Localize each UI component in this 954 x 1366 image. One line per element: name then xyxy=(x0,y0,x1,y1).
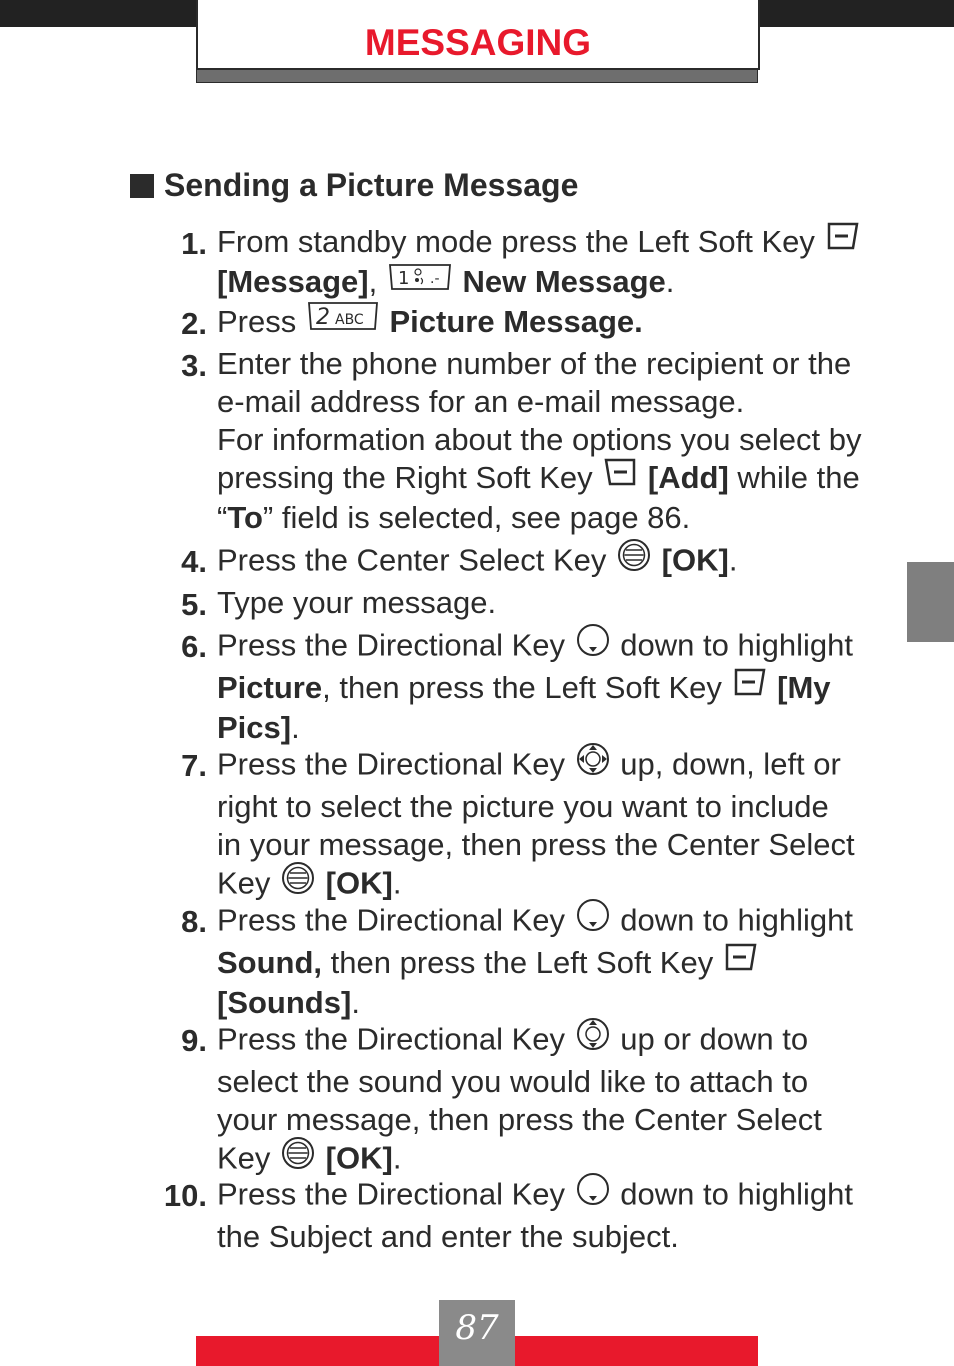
step-text-segment xyxy=(317,866,326,901)
step-number: 9. xyxy=(181,1023,207,1058)
step-text xyxy=(217,584,882,622)
step-text-segment: Press the Directional Key xyxy=(217,627,574,663)
directional-down-icon xyxy=(576,898,610,941)
step-text-segment: Type your message. xyxy=(217,585,497,620)
step-bold-term: [Message] xyxy=(217,264,369,300)
step-text-segment: . xyxy=(392,865,402,901)
step-text-segment: Press the Directional Key xyxy=(217,1021,574,1057)
step-text-segment: Press the Directional Key xyxy=(217,902,574,938)
step-line xyxy=(217,459,882,499)
side-thumb-tab xyxy=(907,562,954,642)
section-title xyxy=(130,167,578,204)
step-text-segment: pressing the Right Soft Key xyxy=(217,460,602,495)
step-line xyxy=(217,223,882,263)
step-text-segment: then press the Left Soft Key xyxy=(322,945,722,980)
step-text xyxy=(217,345,882,537)
step-text-segment: . xyxy=(392,1140,402,1176)
step-number: 8. xyxy=(181,904,207,939)
right-soft-key-icon xyxy=(603,457,637,496)
step-line xyxy=(217,1218,882,1256)
step-line xyxy=(217,788,882,826)
step-text-segment: your message, then press the Center Select xyxy=(217,1102,822,1137)
step-text-segment: down to highlight xyxy=(611,627,853,663)
step-line xyxy=(217,1101,882,1139)
step-line xyxy=(217,709,882,747)
step-line xyxy=(217,669,882,709)
step-bold-term: [OK] xyxy=(325,865,393,901)
step-line xyxy=(217,421,882,459)
svg-text:ABC: ABC xyxy=(334,312,364,329)
step-line xyxy=(217,499,882,537)
key-2abc-icon xyxy=(307,301,379,340)
center-select-key-icon xyxy=(617,538,651,581)
header-tab xyxy=(196,0,760,70)
step-text-segment: down to highlight xyxy=(611,902,853,938)
directional-down-icon xyxy=(576,1172,610,1215)
step-text-segment: , then press the Left Soft Key xyxy=(322,670,731,705)
step-number: 3. xyxy=(181,348,207,383)
step-text-segment: up, down, left or xyxy=(611,746,841,782)
directional-all-icon xyxy=(576,742,610,785)
step-text xyxy=(217,901,882,1022)
step-text-segment xyxy=(317,1141,326,1176)
key-1-icon xyxy=(388,262,452,300)
step-text-segment xyxy=(769,670,778,705)
step-bold-term: [Sounds] xyxy=(217,985,352,1021)
step-text-segment: . xyxy=(728,542,738,578)
center-select-key-icon xyxy=(281,861,315,904)
step-text-segment: ” field is selected, see page 86. xyxy=(262,500,691,536)
header-shelf xyxy=(196,68,758,83)
step-number: 5. xyxy=(181,587,207,622)
step-text-segment: down to highlight xyxy=(611,1176,853,1212)
directional-down-icon xyxy=(576,623,610,666)
step-line xyxy=(217,984,882,1022)
step-text-segment: Press the Directional Key xyxy=(217,1176,574,1212)
footer-bar-right xyxy=(515,1336,758,1366)
step-text-segment: . xyxy=(665,264,675,300)
step-text xyxy=(217,541,882,584)
step-text-segment: . xyxy=(291,710,300,746)
step-text-segment: Press xyxy=(217,304,305,339)
page-number-box xyxy=(439,1300,515,1366)
page-number: 87 xyxy=(455,1308,499,1348)
step-text-segment: . xyxy=(351,985,360,1021)
left-soft-key-icon xyxy=(733,667,767,706)
step-line xyxy=(217,1063,882,1101)
step-line xyxy=(217,826,882,864)
step-number: 7. xyxy=(181,748,207,783)
step-line xyxy=(217,745,882,788)
step-text-segment: , xyxy=(368,264,386,300)
step-text-segment: Press the Directional Key xyxy=(217,746,574,782)
step-line xyxy=(217,345,882,383)
step-text-segment: select the sound you would like to attach to xyxy=(217,1064,809,1099)
step-bold-term: Sound, xyxy=(217,945,323,980)
section-title-text: Sending a Picture Message xyxy=(164,167,579,203)
step-line xyxy=(217,584,882,622)
top-bar-left xyxy=(0,0,197,27)
step-line xyxy=(217,1175,882,1218)
step-number: 1. xyxy=(181,226,207,261)
step-text-segment: Enter the phone number of the recipient or the xyxy=(217,346,852,381)
step-line xyxy=(217,626,882,669)
step-line xyxy=(217,944,882,984)
step-bold-term: [OK] xyxy=(661,542,729,578)
step-bold-term: Pics] xyxy=(217,710,292,746)
step-text-segment: up or down to xyxy=(611,1021,809,1057)
center-select-key-icon xyxy=(281,1136,315,1179)
step-line xyxy=(217,541,882,584)
step-number: 10. xyxy=(163,1178,207,1213)
left-soft-key-icon xyxy=(826,221,860,260)
step-text-segment xyxy=(639,460,648,495)
step-text-segment: the Subject and enter the subject. xyxy=(217,1219,679,1254)
directional-updown-icon xyxy=(576,1017,610,1060)
step-text-segment: right to select the picture you want to include xyxy=(217,789,829,824)
step-text-segment: Key xyxy=(217,1140,280,1176)
svg-text:1: 1 xyxy=(397,268,410,290)
step-text xyxy=(217,1175,882,1256)
step-line xyxy=(217,263,882,303)
step-text-segment: e-mail address for an e-mail message. xyxy=(217,384,745,419)
step-text-segment: in your message, then press the Center Select xyxy=(217,827,855,862)
step-bold-term: To xyxy=(227,500,263,536)
step-number: 4. xyxy=(181,544,207,579)
step-bold-term: [OK] xyxy=(325,1140,393,1176)
step-line xyxy=(217,901,882,944)
step-number: 2. xyxy=(181,306,207,341)
step-bold-term: Picture Message. xyxy=(389,304,643,339)
step-number: 6. xyxy=(181,629,207,664)
section-header-title: MESSAGING xyxy=(364,22,592,63)
footer-bar-left xyxy=(196,1336,440,1366)
step-text-segment: “ xyxy=(217,500,228,536)
left-soft-key-icon xyxy=(724,942,758,981)
step-line xyxy=(217,303,882,343)
step-text-segment xyxy=(653,543,662,578)
step-bold-term: Picture xyxy=(217,670,323,705)
step-bold-term: New Message xyxy=(462,264,666,300)
step-text xyxy=(217,223,882,303)
top-bar-right xyxy=(757,0,954,27)
step-text-segment: For information about the options you select by xyxy=(217,422,862,457)
step-text xyxy=(217,303,882,343)
step-line xyxy=(217,383,882,421)
step-text-segment: while the xyxy=(728,460,860,495)
step-text-segment: Key xyxy=(217,865,280,901)
step-bold-term: [Add] xyxy=(647,460,729,495)
step-text xyxy=(217,626,882,747)
svg-text:.-: .- xyxy=(429,271,440,288)
step-text xyxy=(217,1020,882,1182)
svg-text:2: 2 xyxy=(315,305,330,331)
step-text-segment: Press the Center Select Key xyxy=(217,542,616,578)
step-bold-term: [My xyxy=(777,670,831,705)
step-line xyxy=(217,1020,882,1063)
step-text xyxy=(217,745,882,907)
square-bullet-icon xyxy=(130,174,154,198)
step-text-segment: From standby mode press the Left Soft Key xyxy=(217,224,824,259)
